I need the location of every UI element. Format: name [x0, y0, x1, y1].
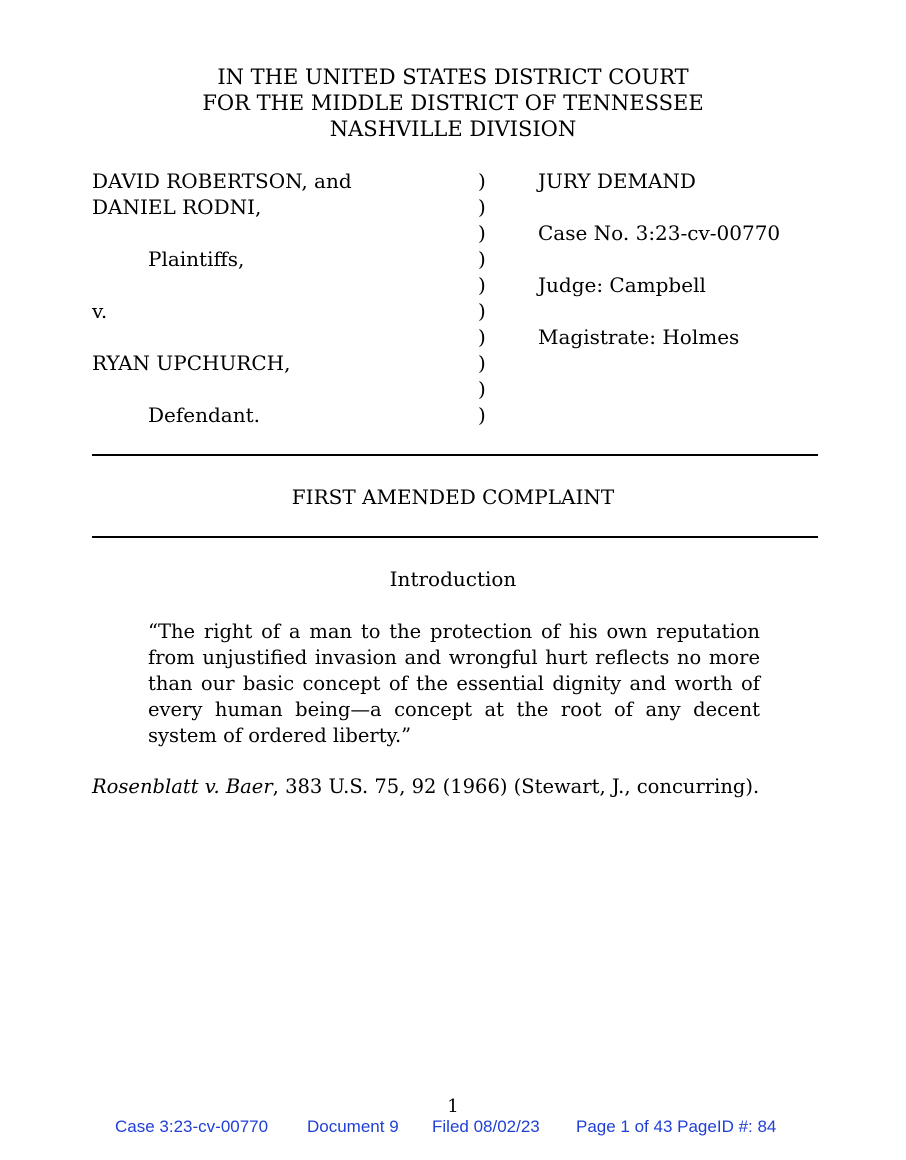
section-heading: Introduction — [389, 567, 517, 591]
case-number: Case No. 3:23-cv-00770 — [538, 221, 781, 245]
defendant-label: Defendant. — [148, 403, 260, 427]
caption-paren: ) — [478, 377, 486, 401]
caption-paren: ) — [478, 273, 486, 297]
title-bottom-rule — [92, 536, 818, 538]
versus-label: v. — [92, 299, 108, 323]
caption-paren: ) — [478, 403, 486, 427]
footer-page-info: Page 1 of 43 PageID #: 84 — [576, 1117, 777, 1136]
caption-paren: ) — [478, 195, 486, 219]
footer-filed-date: Filed 08/02/23 — [432, 1117, 540, 1136]
document-title: FIRST AMENDED COMPLAINT — [291, 485, 615, 509]
caption-paren: ) — [478, 325, 486, 349]
citation-case-name: Rosenblatt v. Baer — [92, 775, 273, 798]
citation — [92, 774, 759, 800]
citation-reporter: , 383 U.S. 75, 92 (1966) (Stewart, J., concurring). — [272, 775, 760, 798]
caption-paren: ) — [478, 299, 486, 323]
plaintiff-name-1: DAVID ROBERTSON, and — [92, 169, 352, 193]
court-division: NASHVILLE DIVISION — [329, 117, 577, 141]
title-top-rule — [92, 454, 818, 456]
caption-paren: ) — [478, 351, 486, 375]
caption-paren: ) — [478, 247, 486, 271]
court-name-line-1: IN THE UNITED STATES DISTRICT COURT — [217, 65, 689, 89]
footer-document: Document 9 — [307, 1117, 399, 1136]
jury-demand: JURY DEMAND — [538, 169, 696, 193]
magistrate-name: Magistrate: Holmes — [538, 325, 740, 349]
footer-case-number: Case 3:23-cv-00770 — [115, 1117, 269, 1136]
page-number: 1 — [447, 1096, 459, 1117]
plaintiffs-label: Plaintiffs, — [148, 247, 245, 271]
plaintiff-name-2: DANIEL RODNI, — [92, 195, 262, 219]
defendant-name: RYAN UPCHURCH, — [92, 351, 291, 375]
block-quote: “The right of a man to the protection of his own reputation from unjustified invasion and wrongful hurt reflects no more than our basic concept of the essential dignity and worth of every human being—a concept at the root of any decent system of ordered liberty.” — [148, 620, 760, 747]
judge-name: Judge: Campbell — [538, 273, 706, 297]
court-name-line-2: FOR THE MIDDLE DISTRICT OF TENNESSEE — [202, 91, 704, 115]
caption-paren: ) — [478, 221, 486, 245]
caption-paren: ) — [478, 169, 486, 193]
